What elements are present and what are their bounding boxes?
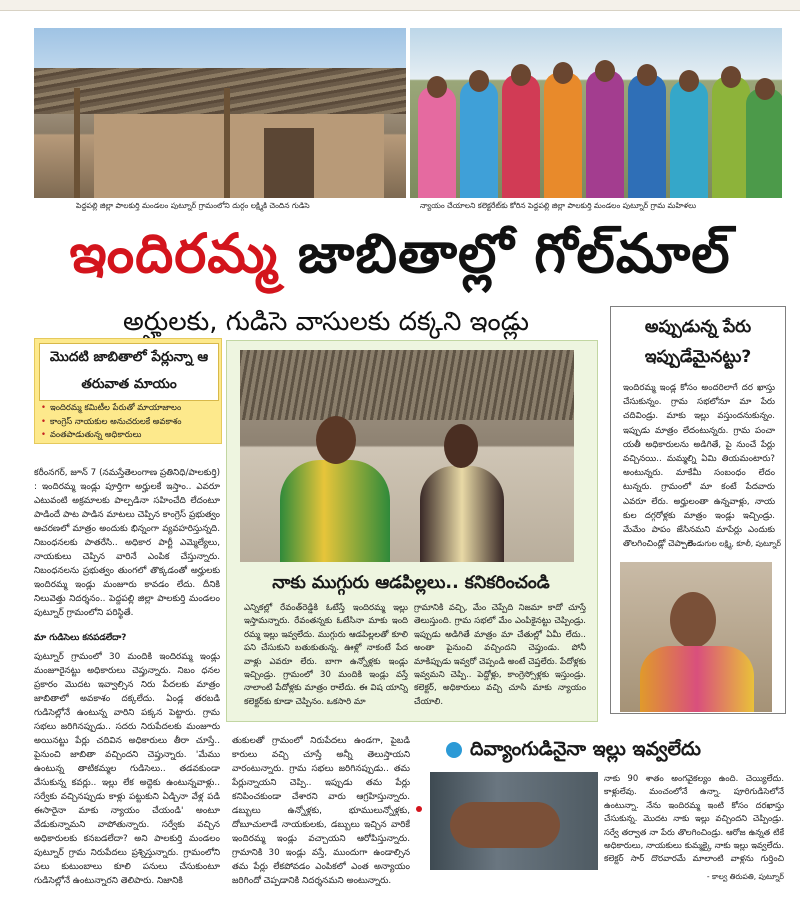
hut-photo <box>34 28 406 198</box>
woman-head <box>755 78 775 100</box>
woman-figure <box>586 70 624 198</box>
sidebar-body: ఇందిరమ్మ ఇండ్ల కోసం అందరిలాగే దర ఖాస్తు చేసుకున్నం. గ్రామ సభలోనూ మా పేరు చదివిండ్రు. మాకు ఇల్లు వస్తుందనుకున్నం. ఇప్పుడు మాత్రం లేదంటున్నరు. గ్రామ పంచా యతీ అధికారులను అడిగితే, పై నుంచే పేర్లు వచ్చినయి.. మమ్మల్ని ఏమి తియమంటారు? అంటున్నరు. మాకేమీ సంబంధం లేదం టున్నరు. గ్రామంలో మా కంటే పేదవారు ఎవరూ లేరు. అర్హులంతా ఉన్నవాళ్లు, నాయ కుల దగ్గరోళ్లకు మాత్రం ఇండ్లు ఇచ్చిండ్రు. మేమేం పాపం జేసినమని మాపేర్లు ఎందుకు తొలగించిండ్లో చెప్పాలె. <box>623 383 775 550</box>
hut-post <box>224 88 230 198</box>
women-photo-caption: న్యాయం చేయాలని కలెక్టరేట్‌కు కోరిన పెద్దపల్లి జిల్లా పాలకుర్తి మండలం పుట్నూర్ గ్రామ మహిళలు <box>420 201 697 210</box>
woman-figure <box>712 76 750 198</box>
divyang-title: దివ్యాంగుడినైనా ఇల్లు ఇవ్వలేదు <box>470 738 701 760</box>
highlights-list <box>41 401 182 442</box>
highlight-item: • ఇందిరమ్మ కమిటీల పేరుతో మాయాజాలం <box>41 401 182 415</box>
quote-column-1 <box>244 602 408 710</box>
highlight-item: • కాంగ్రెస్ నాయకుల అనుచరులకే అవకాశం <box>41 415 182 429</box>
article-column-2 <box>232 734 410 894</box>
hut-post <box>74 88 80 198</box>
woman-figure <box>746 88 782 198</box>
woman-head <box>721 66 741 88</box>
quote-paragraph: ఎన్నికల్లో రేవంత్‌రెడ్డికి ఓటేస్తే ఇందిరమ్మ ఇల్లు ఇస్తామన్నారు. రేవంతన్నకు ఓటేసినా మాకు ఇంది రమ్మ ఇల్లు ఇవ్వలేదు. ముగ్గురు ఆడపిల్లలతో కూలి పని చేసుకుని బతుకుతున్న. ఊళ్లో నాకంటే పేద వాళ్లు ఎవరూ లేరు. బాగా ఉన్నోళ్లకు ఇండ్లు ఇచ్చిండ్రు. గ్రామంలో 30 మందికి ఇండ్లు వస్తే నాలాంటి పేదోళ్లకు మాత్రం రాలేదు. ఈ విష యాన్ని కలెక్టర్‌కు కూడా చెప్పినం. ఒకసారి మా <box>244 603 408 707</box>
sidebar-title-line1: అప్పుడున్న పేరు <box>644 317 752 337</box>
article-column-1 <box>34 466 220 628</box>
headline-red-part: ఇందిరమ్మ <box>69 222 279 285</box>
divyang-column <box>604 772 784 868</box>
lying-man <box>450 802 560 848</box>
hut-photo-caption: పెద్దపల్లి జిల్లా పాలకుర్తి మండలం పుట్నూర్ గ్రామంలోని దుర్గం లక్ష్మికి చెందిన గుడిసె <box>76 201 310 210</box>
article-subheading: మా గుడిసెలు కనపడలేదా? <box>34 633 127 643</box>
woman-head <box>427 76 447 98</box>
quote-column-2 <box>414 602 586 710</box>
sidebar-credit: - దండుగుల లక్ష్మి, కూలీ, పుట్నూర్ <box>682 539 781 548</box>
page-headline <box>0 216 800 292</box>
woman-head <box>316 416 356 464</box>
thatched-roof <box>34 68 406 114</box>
quote-credit <box>414 709 586 710</box>
women-group-photo <box>410 28 782 198</box>
bullet-dot-icon <box>416 806 422 812</box>
woman-figure <box>418 86 456 198</box>
woman-figure <box>628 74 666 198</box>
article-paragraph: పుట్నూర్ గ్రామంలో 30 మందికి ఇందిరమ్మ ఇండ్లు మంజూరైనట్టు అధికారులు చెప్తున్నారు. నిబం ధనల ప్రకారం మొదట ఇవ్వాల్సిన నిరు పేదలకు మాత్రం జాబితాలో అవకాశం దక్కలేదు. ఏండ్ల తరబడి గుడిసెల్లోనే ఉంటున్న వారిని పక్కన పెట్టారు. గ్రామ సభలు జరిగినప్పుడు.. సదరు నిరుపేదలకు మంజూరు అయినట్టు పేర్లు చదివిన అధికారులు తీరా చూస్తే.. పైనుంచి జాబితా వచ్చిందని చెప్తున్నారు. 'మేము ఉంటున్న తాటికమ్మల గుడిసెలు.. తడవకుండా వేసుకున్న కవర్లు.. ఇల్లు లేక అద్దెకు ఉంటున్నవాళ్లు.. సర్వేకు వచ్చినప్పుడు కాళ్లు పట్టుకుని ఏడ్చినా వేళ్ల పడి ఈసారైనా మాకు న్యాయం చేయండి' అంటూ వేడుకున్నామని వాపోతున్నారు. సర్వేకు వచ్చిన అధికారులకు కనబడలేదా? అని పాలకుర్తి మండలం పుట్నూర్ గ్రామ నిరుపేదలు ప్రశ్నిస్తున్నారు. గ్రామంలోని పలు కుటుంబాలు కూలి పనులు చేసుకుంటూ గుడిసెల్లోనే ఉంటున్నారని తెలిపారు. నిజానికి <box>34 652 220 886</box>
quote-mark-icon <box>446 742 462 758</box>
woman-head <box>595 60 615 82</box>
portrait-saree <box>640 646 754 712</box>
woman-head <box>553 62 573 84</box>
woman-head <box>679 70 699 92</box>
sub-headline: అర్హులకు, గుడిసె వాసులకు దక్కని ఇండ్లు <box>123 307 529 337</box>
previous-article-strip <box>0 0 800 11</box>
girl-in-dark-dress <box>420 466 504 562</box>
disabled-man-photo <box>430 772 598 870</box>
divyang-credit: - కాల్వ తిరుపతి, పుట్నూర్ <box>706 872 784 881</box>
woman-head <box>469 70 489 92</box>
article-paragraph: కరీంనగర్, జూన్ 7 (నమస్తేతెలంగాణ ప్రతినిధి/పాలకుర్తి) : ఇందిరమ్మ ఇండ్లు పూర్తిగా అర్హులకే ఇస్తాం.. ఎవరూ ఎటువంటి అక్రమాలకు పాల్పడినా సహించేది లేదంటూ పాడిందే పాట పాడిన మాటలు చెప్పిన కాంగ్రెస్ ప్రభుత్వం ఆచరణలో మాత్రం అందుకు భిన్నంగా వ్యవహరిస్తున్నది. నిబంధనలకు పాతరేసి.. అధికార పార్టీ ఎమ్మెల్యేలు, నాయకులు చెప్పిన వారినే ఎంపిక చేస్తున్నారు. నిబంధనలను ప్రభుత్వం తుంగలో తొక్కడంతో అర్హులకు ఇందిరమ్మ ఇండ్లు మంజూరు కావడం లేదు. దీనికి నిలువెత్తు నిదర్శనం.. పెద్దపల్లి జిల్లా పాలకుర్తి మండలం పుట్నూర్ గ్రామంలోని పరిస్థితే. <box>34 468 220 618</box>
lakshmi-portrait <box>620 562 772 712</box>
sidebar-title-line2: ఇప్పుడేమైనట్టు? <box>644 347 752 367</box>
divyang-heading <box>446 734 786 764</box>
mother-daughter-photo <box>240 350 574 562</box>
highlight-item: • వంతపాడుతున్న అధికారులు <box>41 428 182 442</box>
woman-figure <box>460 80 498 198</box>
thatch-background <box>240 350 574 420</box>
girl-head <box>444 424 478 468</box>
hut-door <box>264 128 314 198</box>
article-column-1b <box>34 650 220 892</box>
quote-paragraph: గ్రామానికి వచ్చి, మేం చెప్పేది నిజమా కాదో చూస్తే తెలుస్తుంది. గ్రామ సభలో మేం ఎంపికైనట్టు చెప్పిండ్రు. ఇప్పుడు అడిగితే మాత్రం మా చేతుల్లో ఏమీ లేదు.. అంతా పైనుంచి వచ్చిందని చెప్తుండు. పోనీ మాకిప్పుడు ఇవ్వరో చెప్పండి అంటే చెప్తలేరు. పేదోళ్లకు ఇవ్వమని చెప్పి.. పెద్దోళ్లు, కాంగ్రెస్సోళ్లకు ఇస్తుండ్రు. కలెక్టర్, అధికారులు వచ్చి చూసి మాకు న్యాయం చేయాలి. <box>414 603 586 707</box>
quote-title: నాకు ముగ్గురు ఆడపిల్లలు.. కనికరించండి <box>272 573 550 593</box>
headline-black-part: జాబితాల్లో గోల్‌మాల్ <box>278 222 731 285</box>
highlights-title: మొదటి జాబితాలో పేర్లున్నా ఆ తరువాత మాయం <box>39 343 219 401</box>
woman-head <box>637 64 657 86</box>
portrait-face <box>670 592 716 648</box>
woman-figure <box>544 72 582 198</box>
woman-figure <box>670 80 708 198</box>
highlights-box <box>34 338 222 444</box>
woman-head <box>511 64 531 86</box>
woman-in-green-saree <box>280 460 390 562</box>
hut-wall <box>94 114 384 198</box>
article-paragraph: తుకులతో గ్రామంలో నిరుపేదలు ఉండగా, పైబడి కారులు వచ్చి చూస్తే అన్నీ తెలుస్తాయని వారంటున్నారు. గ్రామ సభలు జరిగినప్పుడు.. తమ పేర్లున్నాయని చెప్పి.. ఇప్పుడు తమ పేర్లు కనిపించకుండా చేశారని వారు ఆగ్రహిస్తున్నారు. డబ్బులు ఉన్నోళ్లకు, భూములున్నోళ్లకు, దోబూచులాడే నాయకులకు, డబ్బులు ఇచ్చిన వారికే ఇందిరమ్మ ఇండ్లు వచ్చాయని ఆరోపిస్తున్నారు. గ్రామానికి 30 ఇండ్లు వస్తే, ముందుగా ఉండాల్సిన తమ పేర్లు లేకపోవడం ఎంపికలో ఎంత అన్యాయం జరిగిందో చెప్పడానికి నిదర్శనమని అంటున్నారు. <box>232 736 410 886</box>
woman-figure <box>502 74 540 198</box>
divyang-paragraph: నాకు 90 శాతం అంగవైకల్యం ఉంది. చెయ్యిలేదు. కాళ్లులేవు. మంచంలోనే ఉన్నా. పూరిగుడిసెలోనే ఉంటున్నా. నేను ఇందిరమ్మ ఇంటి కోసం దరఖాస్తు చేసుకున్న. మొదట నాకు ఇల్లు వచ్చిందని చెప్పిండ్రు. సర్వే తర్వాత నా పేరు తొలగించిండ్రు. ఆరోజ ఉన్నత టికే అధికారులు, నాయకులు కుమ్మక్కై నాకు ఇల్లు ఇవ్వలేదు. కలెక్టర్ సార్ దొరవారమే మాలాంటి వాళ్లను గుర్తించి <box>604 773 784 864</box>
